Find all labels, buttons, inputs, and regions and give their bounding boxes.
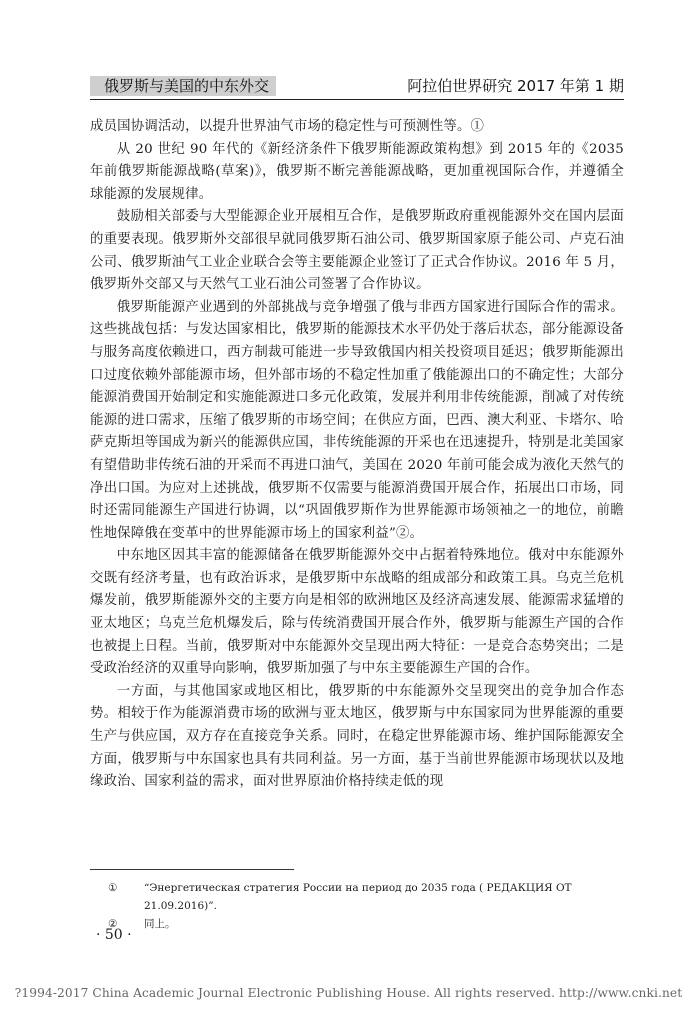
footnote-text: 同上。 <box>144 918 176 930</box>
paragraph: 中东地区因其丰富的能源储备在俄罗斯能源外交中占据着特殊地位。俄对中东能源外交既有经济考量，也有政治诉求，是俄罗斯中东战略的组成部分和政策工具。乌克兰危机爆发前，俄罗斯能源外交的主要方向是相邻的欧洲地区及经济高速发展、能源需求猛增的亚太地区；乌克兰危机爆发后，除与传统消费国开展合作外，俄罗斯与能源生产国的合作也被提上日程。当前，俄罗斯对中东能源外交呈现出两大特征：一是竞合态势突出；二是受政治经济的双重导向影响，俄罗斯加强了与中东主要能源生产国的合作。 <box>90 548 624 677</box>
section-tag <box>90 76 276 96</box>
paragraph: 成员国协调活动，以提升世界油气市场的稳定性与可预测性等。① <box>90 119 485 134</box>
paragraph: 鼓励相关部委与大型能源企业开展相互合作，是俄罗斯政府重视能源外交在国内层面的重要表现。俄罗斯外交部很早就同俄罗斯石油公司、俄罗斯国家原子能公司、卢克石油公司、俄罗斯油气工业企业联合会等主要能源企业签订了正式合作协议。2016 年 5 月，俄罗斯外交部又与天然气工业石油公司签署了合作协议。 <box>90 209 624 293</box>
article-body <box>90 116 624 794</box>
page-number: · 50 · <box>96 927 132 943</box>
running-header <box>90 76 624 98</box>
paragraph: 俄罗斯能源产业遇到的外部挑战与竞争增强了俄与非西方国家进行国际合作的需求。这些挑战包括：与发达国家相比，俄罗斯的能源技术水平仍处于落后状态，部分能源设备与服务高度依赖进口，西方制裁可能进一步导致俄国内相关投资项目延迟；俄罗斯能源出口过度依赖外部能源市场，但外部市场的不稳定性加重了俄能源出口的不确定性；大部分能源消费国开始制定和实施能源进口多元化政策，发展并利用非传统能源，削减了对传统能源的进口需求，压缩了俄罗斯的市场空间；在供应方面，巴西、澳大利亚、卡塔尔、哈萨克斯坦等国成为新兴的能源供应国，非传统能源的开采也在迅速提升，特别是北美国家有望借助非传统石油的开采而不再进口油气，美国在 2020 年前可能会成为液化天然气的净出口国。为应对上述挑战，俄罗斯不仅需要与能源消费国开展合作，拓展出口市场，同时还需同能源生产国进行协调，以“巩固俄罗斯作为世界能源市场领袖之一的地位，前瞻性地保障俄在变革中的世界能源市场上的国家利益”②。 <box>90 299 624 541</box>
footnote-mark: ② <box>108 918 118 930</box>
footnote <box>90 879 624 915</box>
paragraph: 从 20 世纪 90 年代的《新经济条件下俄罗斯能源政策构想》到 2015 年的《2035 年前俄罗斯能源战略(草案)》，俄罗斯不断完善能源战略，更加重视国际合作，并遵循全球能源的发展规律。 <box>90 141 624 202</box>
footnote-mark: ① <box>108 882 118 894</box>
footnote-rule <box>90 869 294 870</box>
journal-issue: 阿拉伯世界研究 2017 年第 1 期 <box>407 77 624 95</box>
footnote <box>90 915 624 933</box>
footnote-text: “Энергетическая стратегия России на период до 2035 года ( РЕДАКЦИЯ ОТ 21.09.2016)”. <box>144 882 572 912</box>
header-rule <box>90 99 624 100</box>
section-tag-label: 俄罗斯与美国的中东外交 <box>104 77 270 95</box>
copyright-notice: ?1994-2017 China Academic Journal Electronic Publishing House. All rights reserved. http://www.cnki.net <box>14 986 683 1000</box>
footnotes <box>90 879 624 933</box>
paragraph: 一方面，与其他国家或地区相比，俄罗斯的中东能源外交呈现突出的竞争加合作态势。相较于作为能源消费市场的欧洲与亚太地区，俄罗斯与中东国家同为世界能源的重要生产与供应国，双方存在直接竞争关系。同时，在稳定世界能源市场、维护国际能源安全方面，俄罗斯与中东国家也具有共同利益。另一方面，基于当前世界能源市场现状以及地缘政治、国家利益的需求，面对世界原油价格持续走低的现 <box>90 683 624 790</box>
